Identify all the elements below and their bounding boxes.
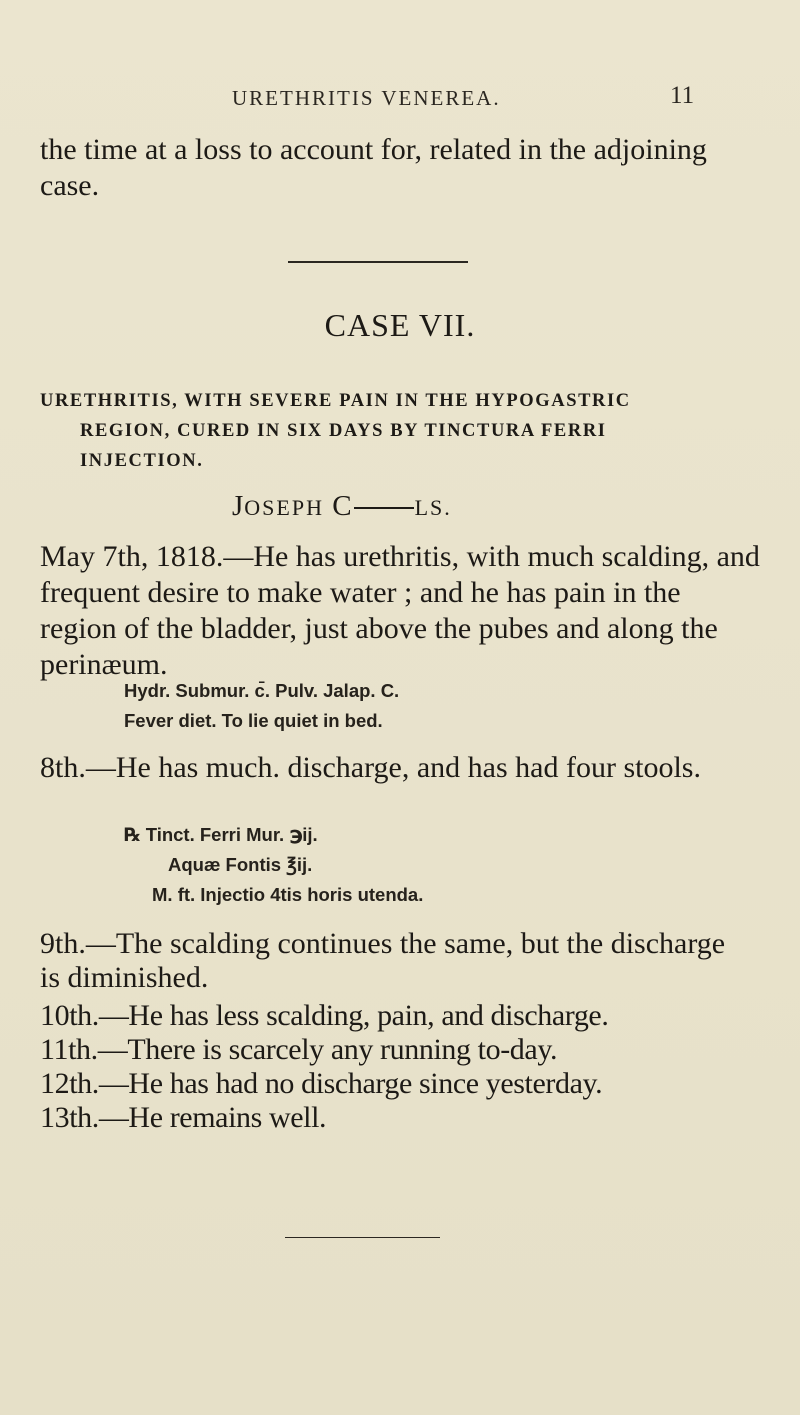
prescription-1-line-2: Fever diet. To lie quiet in bed. (124, 710, 383, 731)
section-rule-top (288, 261, 468, 263)
case-subtitle (40, 386, 760, 476)
patient-first-initial: J (232, 490, 245, 522)
section-rule-bottom (285, 1237, 440, 1238)
patient-name (232, 490, 452, 523)
case-subtitle-line-3: INJECTION. (80, 451, 204, 471)
case-subtitle-line-1: URETHRITIS, WITH SEVERE PAIN IN THE HYPOGASTRIC (40, 391, 631, 411)
name-omission-dash (354, 507, 414, 509)
daily-entries (40, 927, 780, 1135)
prescription-2 (124, 820, 423, 910)
prescription-2-line-2: Aquæ Fontis ℥ij. (168, 854, 313, 875)
patient-surname-end: LS. (414, 495, 452, 520)
entry-10th: 10th.—He has less scalding, pain, and discharge. (40, 999, 609, 1032)
entry-8th: 8th.—He has much. discharge, and has had four stools. (40, 751, 701, 784)
entry-13th: 13th.—He remains well. (40, 1101, 327, 1134)
entry-9th: 9th.—The scalding continues the same, but the discharge is diminished. (40, 927, 726, 994)
case-title: CASE VII. (324, 307, 476, 343)
entry-12th: 12th.—He has had no discharge since yesterday. (40, 1067, 603, 1100)
prescription-1-line-1: Hydr. Submur. c̄. Pulv. Jalap. C. (124, 680, 400, 701)
running-head: URETHRITIS VENEREA. (232, 86, 501, 110)
case-subtitle-line-2: REGION, CURED IN SIX DAYS BY TINCTURA FERRI (80, 421, 607, 441)
lead-paragraph: the time at a loss to account for, related in the adjoining case. (40, 133, 707, 202)
patient-first-rest: OSEPH (244, 495, 324, 520)
patient-surname-initial: C (332, 490, 353, 522)
prescription-1 (124, 676, 399, 736)
page-number: 11 (670, 82, 695, 109)
prescription-2-line-3: M. ft. Injectio 4tis horis utenda. (152, 884, 424, 905)
entry-11th: 11th.—There is scarcely any running to-day. (40, 1033, 558, 1066)
entry-may-7: May 7th, 1818.—He has urethritis, with much scalding, and frequent desire to make water ; and he has pain in the region of the bladder, just above the pubes and along the perinæum. (40, 540, 760, 681)
prescription-2-line-1: ℞ Tinct. Ferri Mur. ℈ij. (124, 824, 318, 845)
